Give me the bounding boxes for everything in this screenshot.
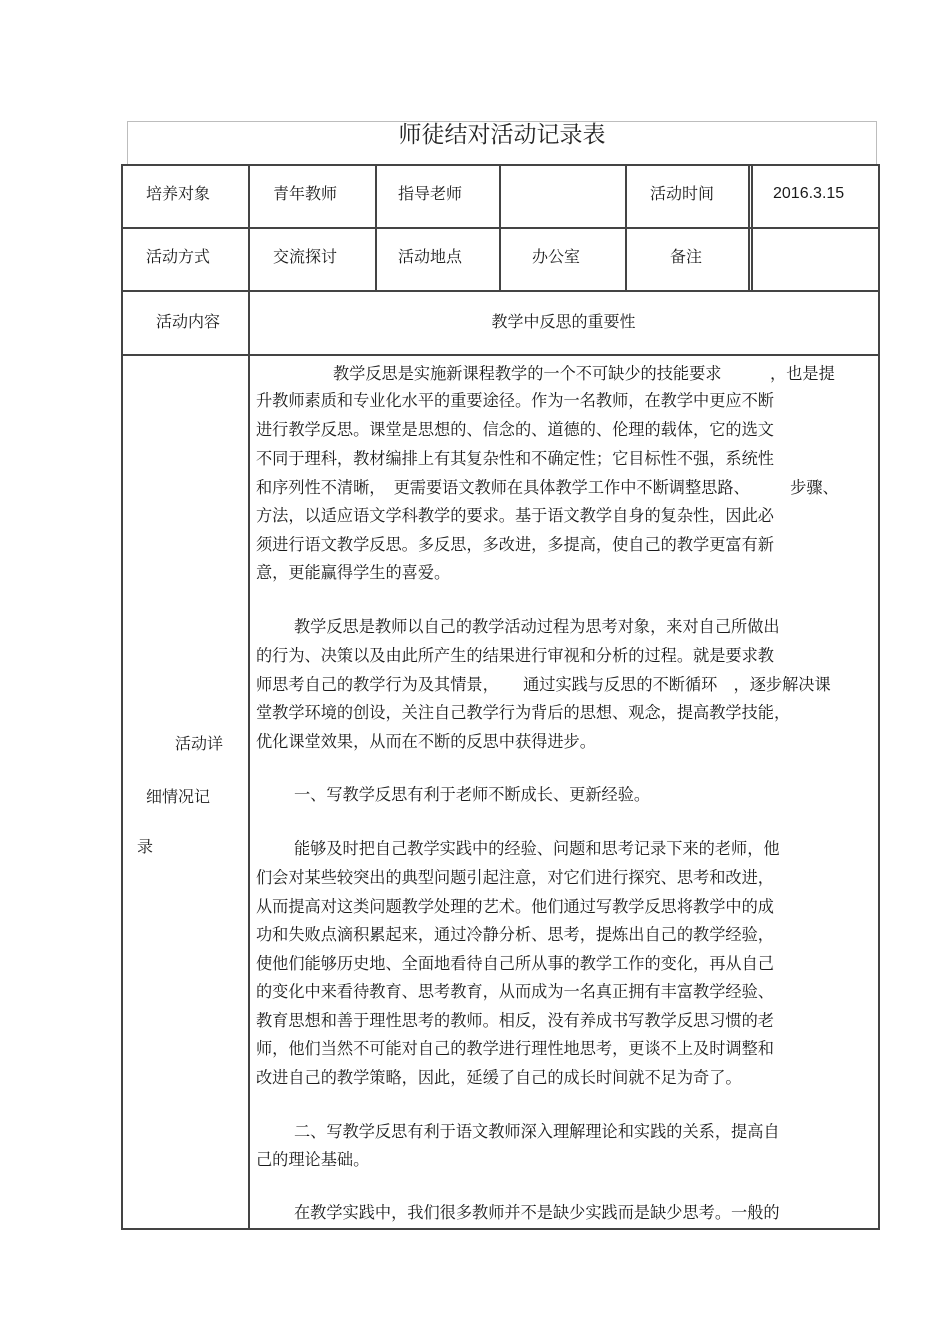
details-line: 教学反思是教师以自己的教学活动过程为思考对象，来对自己所做出 (294, 617, 780, 636)
details-line: 在教学实践中，我们很多教师并不是缺少实践而是缺少思考。一般的 (294, 1203, 780, 1222)
table-divider-row2 (121, 290, 880, 292)
details-line: 师思考自己的教学行为及其情景， 通过实践与反思的不断循环 ，逐步解决课 (256, 675, 831, 694)
details-heading-1: 一、写教学反思有利于老师不断成长、更新经验。 (294, 785, 651, 804)
trainee-label: 培养对象 (146, 184, 211, 203)
details-line: 改进自己的教学策略，因此，延缓了自己的成长时间就不足为奇了。 (256, 1068, 742, 1087)
table-border-left (121, 164, 123, 1229)
table-border-top (121, 164, 880, 166)
method-value: 交流探讨 (273, 247, 338, 266)
table-divider-col5 (625, 164, 627, 291)
time-label: 活动时间 (650, 184, 715, 203)
details-line: 师，他们当然不可能对自己的教学进行理性地思考，更谈不上及时调整和 (256, 1039, 774, 1058)
details-line: 优化课堂效果，从而在不断的反思中获得进步。 (256, 732, 596, 751)
time-value: 2016.3.15 (773, 185, 845, 202)
details-line: 不同于理科，教材编排上有其复杂性和不确定性；它目标性不强，系统性 (256, 449, 774, 468)
details-line: 能够及时把自己教学实践中的经验、问题和思考记录下来的老师，他 (294, 839, 780, 858)
details-line: 升教师素质和专业化水平的重要途径。作为一名教师，在教学中更应不断 (256, 391, 774, 410)
content-label: 活动内容 (156, 312, 221, 331)
remark-label: 备注 (670, 247, 703, 266)
table-divider-col6-double (751, 164, 753, 291)
table-divider-row1 (121, 227, 880, 229)
details-line: 己的理论基础。 (256, 1150, 370, 1169)
details-line: 意，更能赢得学生的喜爱。 (256, 563, 451, 582)
details-line: 须进行语文教学反思。多反思，多改进，多提高，使自己的教学更富有新 (256, 535, 774, 554)
details-label-line-2: 细情况记 (146, 787, 211, 806)
details-label-line-3: 录 (137, 837, 154, 856)
place-label: 活动地点 (398, 247, 463, 266)
table-divider-col3 (375, 164, 377, 291)
details-heading-2: 二、写教学反思有利于语文教师深入理解理论和实践的关系，提高自 (294, 1122, 780, 1141)
details-label-line-1: 活动详 (175, 734, 224, 753)
document-title: 师徒结对活动记录表 (398, 122, 606, 148)
trainee-value: 青年教师 (273, 184, 338, 203)
table-divider-col4 (499, 164, 501, 291)
details-line: 教学反思是实施新课程教学的一个不可缺少的技能要求 ，也是提 (333, 364, 835, 383)
details-line: 方法，以适应语文学科教学的要求。基于语文教学自身的复杂性，因此必 (256, 506, 774, 525)
details-line: 从而提高对这类问题教学处理的艺术。他们通过写教学反思将教学中的成 (256, 897, 774, 916)
details-line: 们会对某些较突出的典型问题引起注意，对它们进行探究、思考和改进， (256, 868, 774, 887)
table-divider-row3 (121, 354, 880, 356)
details-line: 堂教学环境的创设，关注自己教学行为背后的思想、观念，提高教学技能， (256, 703, 791, 722)
mentor-label: 指导老师 (398, 184, 463, 203)
details-line: 使他们能够历史地、全面地看待自己所从事的教学工作的变化，再从自己 (256, 954, 774, 973)
details-line: 进行教学反思。课堂是思想的、信念的、道德的、伦理的载体，它的选文 (256, 420, 774, 439)
details-line: 教育思想和善于理性思考的教师。相反，没有养成书写教学反思习惯的老 (256, 1011, 774, 1030)
details-line: 功和失败点滴积累起来，通过冷静分析、思考，提炼出自己的教学经验， (256, 925, 774, 944)
details-line: 和序列性不清晰， 更需要语文教师在具体教学工作中不断调整思路、 步骤、 (256, 478, 839, 497)
details-line: 的变化中来看待教育、思考教育，从而成为一名真正拥有丰富教学经验、 (256, 982, 774, 1001)
details-line: 的行为、决策以及由此所产生的结果进行审视和分析的过程。就是要求教 (256, 646, 774, 665)
table-border-bottom (121, 1228, 880, 1230)
table-border-right (878, 164, 880, 1229)
method-label: 活动方式 (146, 247, 211, 266)
table-divider-col6 (748, 164, 750, 291)
place-value: 办公室 (532, 247, 581, 266)
content-value: 教学中反思的重要性 (491, 312, 636, 331)
